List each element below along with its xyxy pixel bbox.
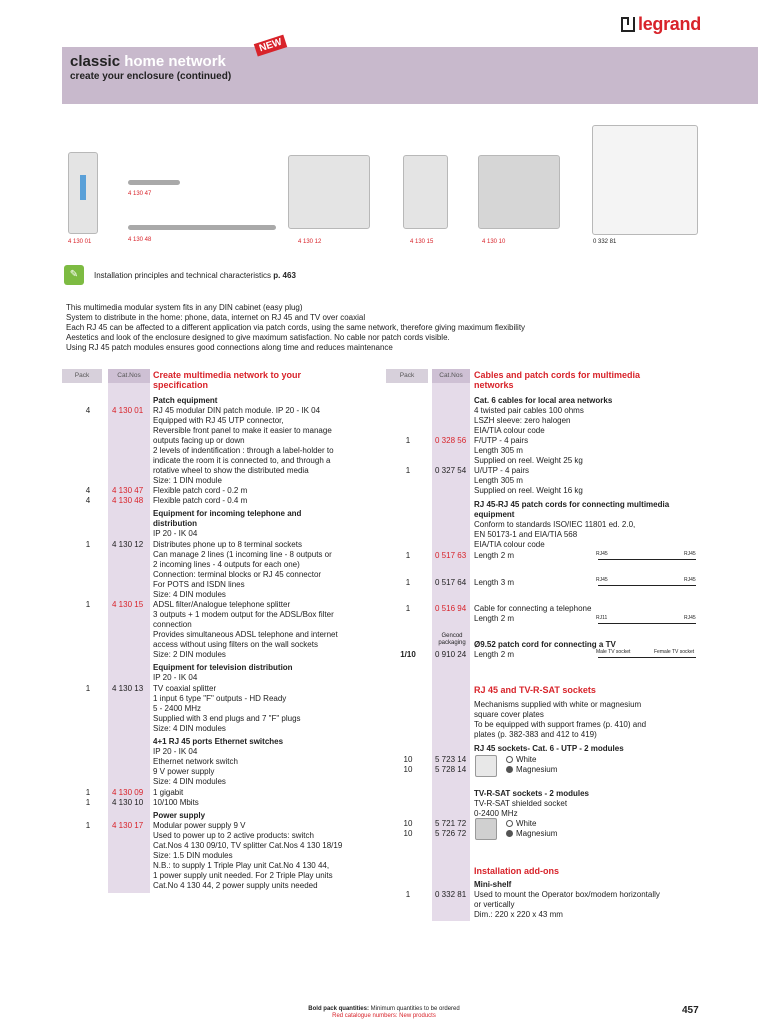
subheading: Patch equipment	[153, 396, 218, 405]
description-line: TV coaxial splitter	[153, 684, 217, 693]
description-line: 4 twisted pair cables 100 ohms	[474, 406, 584, 415]
new-badge: NEW	[254, 34, 288, 56]
white-dot-icon	[506, 820, 513, 827]
pack-quantity: 1	[405, 466, 411, 475]
pack-quantity: 10	[403, 829, 413, 838]
description-line: 2 incoming lines - 4 outputs for each one)	[153, 560, 300, 569]
description-line: Size: 4 DIN modules	[153, 724, 226, 733]
description-line: Supplied on reel. Weight 16 kg	[474, 486, 583, 495]
subheading: Mini-shelf	[474, 880, 512, 889]
rj45-rj45-diagram: RJ45 RJ45	[596, 551, 700, 567]
catalogue-number: 0 910 24	[435, 650, 467, 659]
pack-quantity: 4	[85, 496, 91, 505]
description-line: Cable for connecting a telephone	[474, 604, 592, 613]
description-line: Used to power up to 2 active products: switch	[153, 831, 314, 840]
description-line: outputs facing up or down	[153, 436, 245, 445]
description-line: Size: 1.5 DIN modules	[153, 851, 233, 860]
legrand-logo	[621, 14, 701, 35]
catalogue-number: 4 130 10	[112, 798, 144, 807]
subheading: Equipment for incoming telephone and	[153, 509, 302, 518]
description-line: Ethernet network switch	[153, 757, 238, 766]
addons-section-title: Installation add-ons	[474, 866, 560, 876]
banner-subtitle: create your enclosure (continued)	[70, 71, 232, 82]
description-line: EIA/TIA colour code	[474, 426, 545, 435]
finish-label: White	[516, 819, 537, 828]
pack-quantity: 4	[85, 486, 91, 495]
installation-icon: ✎	[64, 265, 84, 285]
product-ref-label: 4 130 47	[128, 191, 152, 197]
white-dot-icon	[506, 756, 513, 763]
patch-module-blue-icon	[80, 175, 86, 200]
description-line: Size: 4 DIN modules	[153, 777, 226, 786]
catalogue-number: 4 130 13	[112, 684, 144, 693]
right-pack-header: Pack	[386, 369, 428, 383]
description-line: Distributes phone up to 8 terminal sockets	[153, 540, 302, 549]
pack-quantity: 1/10	[400, 650, 416, 659]
description-line: TV-R-SAT shielded socket	[474, 799, 568, 808]
catalogue-number: 5 723 14	[435, 755, 467, 764]
catalogue-number: 0 516 94	[435, 604, 467, 613]
description-line: N.B.: to supply 1 Triple Play unit Cat.No 4 130 44,	[153, 861, 330, 870]
gencod-label: Gencod packaging	[438, 633, 466, 646]
catalogue-number: 4 130 09	[112, 788, 144, 797]
description-line: indicate the room it is connected to, and through a	[153, 456, 331, 465]
left-cat-column	[108, 383, 150, 893]
page-number: 457	[682, 1005, 699, 1016]
pack-quantity: 10	[403, 765, 413, 774]
pack-quantity: 10	[403, 819, 413, 828]
description-line: 2 levels of indentification : through a label-holder to	[153, 446, 334, 455]
description-line: Mechanisms supplied with white or magnesium	[474, 700, 642, 709]
magnesium-dot-icon	[506, 830, 513, 837]
catalogue-number: 0 517 64	[435, 578, 467, 587]
rj11-rj45-diagram: RJ11 RJ45	[596, 615, 700, 631]
catalogue-number: 4 130 48	[112, 496, 144, 505]
catalogue-number: 0 328 56	[435, 436, 467, 445]
catalogue-number: 0 327 54	[435, 466, 467, 475]
intro-line: Aestetics and look of the enclosure designed to give maximum satisfaction. No cable nor patch cords visible.	[66, 333, 450, 342]
catalogue-number: 4 130 15	[112, 600, 144, 609]
catalogue-number: 5 728 14	[435, 765, 467, 774]
description-line: plates (p. 382-383 and 412 to 419)	[474, 730, 597, 739]
product-ref-label: 4 130 10	[482, 239, 506, 245]
description-line: or vertically	[474, 900, 515, 909]
pack-quantity: 10	[403, 755, 413, 764]
description-line: Provides simultaneous ADSL telephone and internet	[153, 630, 338, 639]
pack-quantity: 4	[85, 406, 91, 415]
logo-text: legrand	[638, 14, 701, 34]
intro-line: System to distribute in the home: phone, data, internet on RJ 45 and TV over coaxial	[66, 313, 366, 322]
rj45-socket-image	[475, 755, 497, 777]
subheading: Power supply	[153, 811, 206, 820]
description-line: Cat.Nos 4 130 09/10, TV splitter Cat.Nos 4 130 18/19	[153, 841, 343, 850]
pack-quantity: 1	[405, 436, 411, 445]
product-ref-label: 0 332 81	[593, 239, 617, 245]
description-line: square cover plates	[474, 710, 544, 719]
pack-quantity: 1	[85, 540, 91, 549]
description-line: Conform to standards ISO/IEC 11801 ed. 2.0,	[474, 520, 636, 529]
phone-distributor-image	[288, 155, 370, 229]
patch-cord-long-image	[128, 225, 276, 230]
description-line: Length 305 m	[474, 476, 523, 485]
product-ref-label: 4 130 15	[410, 239, 434, 245]
intro-text	[66, 303, 706, 353]
subheading: RJ 45 sockets- Cat. 6 - UTP - 2 modules	[474, 744, 624, 753]
description-line: 9 V power supply	[153, 767, 215, 776]
description-line: 1 gigabit	[153, 788, 184, 797]
left-pack-header: Pack	[62, 369, 102, 383]
mini-shelf-image	[592, 125, 698, 235]
catalogue-number: 4 130 47	[112, 486, 144, 495]
coax-cord-title: Ø9.52 patch cord for connecting a TV	[474, 640, 616, 649]
description-line: Equipped with RJ 45 UTP connector,	[153, 416, 284, 425]
description-line: Reversible front panel to make it easier to manage	[153, 426, 332, 435]
intro-line: Each RJ 45 can be affected to a different application via patch cords, using the same network, therefore giving maximum flexibility	[66, 323, 526, 332]
pack-quantity: 1	[405, 604, 411, 613]
description-line: U/UTP - 4 pairs	[474, 466, 529, 475]
description-line: LSZH sleeve: zero halogen	[474, 416, 571, 425]
description-line: Supplied on reel. Weight 25 kg	[474, 456, 583, 465]
description-line: rotative wheel to show the distributed media	[153, 466, 309, 475]
subheading: 4+1 RJ 45 ports Ethernet switches	[153, 737, 284, 746]
right-cat-header: Cat.Nos	[432, 369, 470, 383]
header-banner	[62, 47, 758, 104]
description-line: Length 2 m	[474, 650, 515, 659]
description-line: connection	[153, 620, 192, 629]
finish-label: Magnesium	[516, 829, 558, 838]
pack-quantity: 1	[85, 788, 91, 797]
description-line: For POTS and ISDN lines	[153, 580, 245, 589]
description-line: Flexible patch cord - 0.2 m	[153, 486, 248, 495]
pack-quantity: 1	[85, 798, 91, 807]
description-line: 3 outputs + 1 modem output for the ADSL/Box filter	[153, 610, 334, 619]
description-line: EIA/TIA colour code	[474, 540, 545, 549]
pack-quantity: 1	[85, 600, 91, 609]
description-line: 1 input 6 type "F" outputs - HD Ready	[153, 694, 287, 703]
adsl-splitter-image	[403, 155, 448, 229]
rj45-rj45-diagram: RJ45 RJ45	[596, 577, 700, 593]
left-cat-header: Cat.Nos	[108, 369, 150, 383]
subheading: equipment	[474, 510, 515, 519]
product-ref-label: 4 130 12	[298, 239, 322, 245]
description-line: Length 3 m	[474, 578, 515, 587]
tv-cord-diagram: Male TV socket Female TV socket	[596, 649, 700, 665]
tv-socket-image	[475, 818, 497, 840]
pack-quantity: 1	[405, 551, 411, 560]
catalogue-number: 4 130 01	[112, 406, 144, 415]
description-line: RJ 45 modular DIN patch module. IP 20 - IK 04	[153, 406, 321, 415]
ethernet-switch-image	[478, 155, 560, 229]
description-line: F/UTP - 4 pairs	[474, 436, 529, 445]
catalogue-number: 5 726 72	[435, 829, 467, 838]
description-line: access without using filters on the wall sockets	[153, 640, 318, 649]
pack-quantity: 1	[405, 890, 411, 899]
legrand-logo-icon	[621, 17, 635, 32]
description-line: ADSL filter/Analogue telephone splitter	[153, 600, 291, 609]
description-line: Supplied with 3 end plugs and 7 "F" plugs	[153, 714, 301, 723]
footer-legend: Bold pack quantities: Minimum quantities to be ordered	[308, 1006, 460, 1012]
description-line: Size: 4 DIN modules	[153, 590, 226, 599]
magnesium-dot-icon	[506, 766, 513, 773]
banner-title: classic home network	[70, 53, 226, 70]
pack-quantity: 1	[405, 578, 411, 587]
pack-quantity: 1	[85, 684, 91, 693]
description-line: Length 2 m	[474, 551, 515, 560]
intro-line: This multimedia modular system fits in any DIN cabinet (easy plug)	[66, 303, 303, 312]
description-line: Can manage 2 lines (1 incoming line - 8 outputs or	[153, 550, 332, 559]
patch-cord-short-image	[128, 180, 180, 185]
description-line: IP 20 - IK 04	[153, 529, 198, 538]
sockets-section-title: RJ 45 and TV-R-SAT sockets	[474, 685, 596, 695]
subheading: TV-R-SAT sockets - 2 modules	[474, 789, 589, 798]
product-ref-label: 4 130 01	[68, 239, 92, 245]
description-line: IP 20 - IK 04	[153, 747, 198, 756]
subheading: distribution	[153, 519, 197, 528]
description-line: Length 305 m	[474, 446, 523, 455]
description-line: Size: 1 DIN module	[153, 476, 222, 485]
description-line: 5 - 2400 MHz	[153, 704, 202, 713]
pack-quantity: 1	[85, 821, 91, 830]
finish-label: Magnesium	[516, 765, 558, 774]
installation-note: Installation principles and technical characteristics p. 463	[94, 271, 296, 280]
footer-red-legend: Red catalogue numbers: New products	[332, 1013, 436, 1019]
description-line: IP 20 - IK 04	[153, 673, 198, 682]
catalogue-number: 0 332 81	[435, 890, 467, 899]
description-line: Dim.: 220 x 220 x 43 mm	[474, 910, 563, 919]
description-line: Modular power supply 9 V	[153, 821, 246, 830]
description-line: 0-2400 MHz	[474, 809, 518, 818]
product-ref-label: 4 130 48	[128, 237, 152, 243]
catalogue-number: 4 130 17	[112, 821, 144, 830]
catalogue-number: 4 130 12	[112, 540, 144, 549]
description-line: Connection: terminal blocks or RJ 45 connector	[153, 570, 322, 579]
description-line: To be equipped with support frames (p. 410) and	[474, 720, 647, 729]
subheading: RJ 45-RJ 45 patch cords for connecting multimedia	[474, 500, 670, 509]
description-line: Flexible patch cord - 0.4 m	[153, 496, 248, 505]
left-section-title: Create multimedia network to your specification	[153, 370, 302, 390]
right-section-title: Cables and patch cords for multimedia networks	[474, 370, 641, 390]
subheading: Equipment for television distribution	[153, 663, 293, 672]
description-line: Used to mount the Operator box/modem horizontally	[474, 890, 660, 899]
catalogue-number: 5 721 72	[435, 819, 467, 828]
catalogue-number: 0 517 63	[435, 551, 467, 560]
finish-label: White	[516, 755, 537, 764]
intro-line: Using RJ 45 patch modules ensures good connections along time and reduces maintenance	[66, 343, 393, 352]
description-line: 1 power supply unit needed. For 2 Triple Play units	[153, 871, 333, 880]
description-line: Cat.No 4 130 44, 2 power supply units needed	[153, 881, 318, 890]
description-line: Size: 2 DIN modules	[153, 650, 226, 659]
description-line: Length 2 m	[474, 614, 515, 623]
subheading: Cat. 6 cables for local area networks	[474, 396, 613, 405]
description-line: 10/100 Mbits	[153, 798, 199, 807]
description-line: EN 50173-1 and EIA/TIA 568	[474, 530, 578, 539]
